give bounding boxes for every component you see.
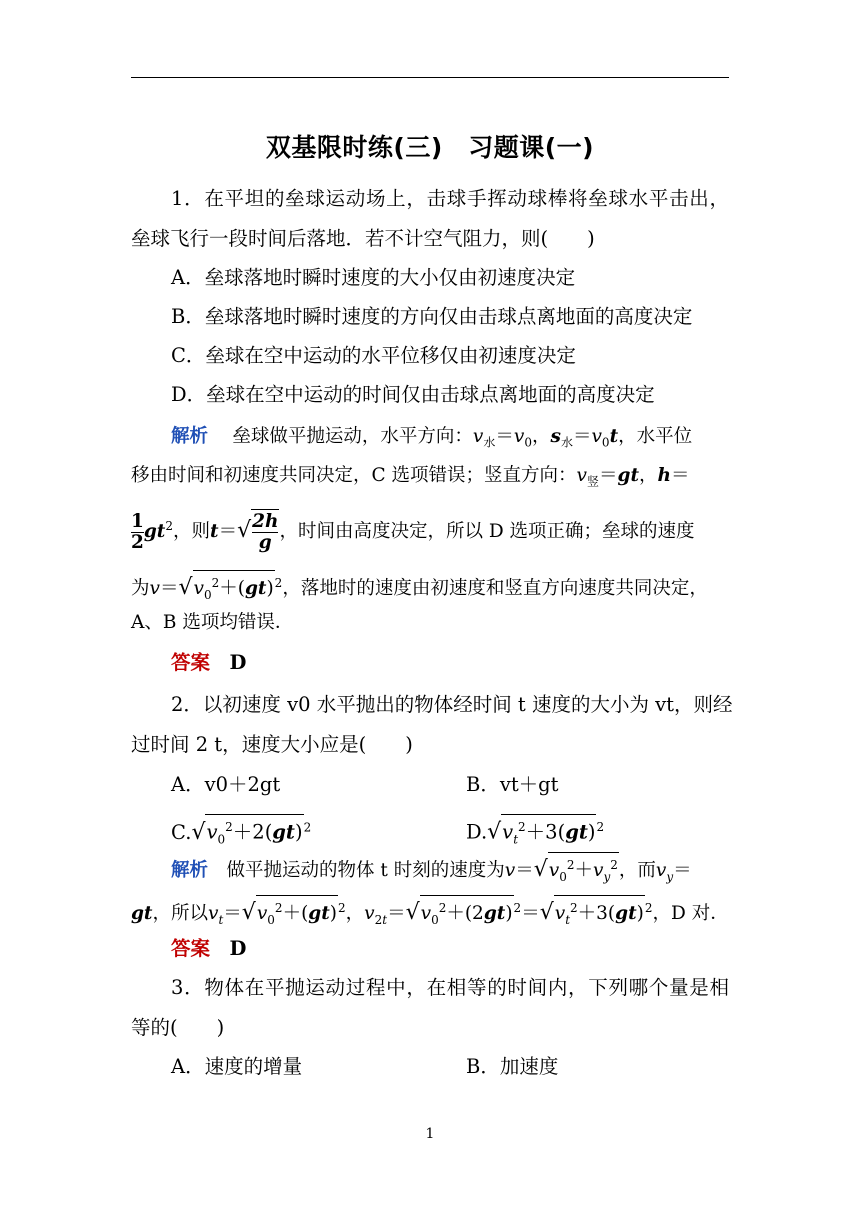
q2-analysis-label: 解析 [171,860,209,882]
q2-analysis-line2: gt，所以$v_t=√v_0^2+(gt)^2$，$v_{2t}=√v_0^2+(2gt)^2=√v_t^2+3(gt)^2$，D 对． [131,893,729,935]
q1-analysis-label: 解析 [171,426,209,447]
page-title: 双基限时练(三) 习题课(一) [265,133,595,162]
q1-answer-value: D [229,651,247,674]
page-number: 1 [425,1126,435,1142]
q1-analysis-text2: 移由时间和初速度共同决定，C 选项错误；竖直方向： [131,465,577,486]
q1-stem-line1: 1．在平坦的垒球运动场上，击球手挥动球棒将垒球水平击出， [171,187,729,210]
q3-options-row1 [171,1052,729,1082]
q2-answer-label: 答案 [171,937,211,960]
q2-stem-line1: 2．以初速度 v0 水平抛出的物体经时间 t 速度的大小为 vt，则经 [171,693,733,716]
q1-analysis-line4: 为$v=√v_0^2+(gt)^2$，落地时的速度由初速度和竖直方向速度共同决定， [131,568,729,607]
q1-analysis-line5: A、B 选项均错误． [131,612,294,633]
q3-stem-line2: 等的( ) [131,1016,225,1039]
q1-analysis-text4b: ，落地时的速度由初速度和竖直方向速度共同决定， [282,578,708,600]
q2-option-b: B．vt＋gt [466,773,559,796]
q1-analysis-text1: 垒球做平抛运动，水平方向： [232,426,473,447]
q2-option-c: $C.√v_0^2+2(gt)^2$ [171,821,311,844]
q1-analysis-text3b: ，时间由高度决定，所以 D 选项正确；垒球的速度 [279,521,695,543]
q1-analysis-tail1: ，水平位 [618,426,693,447]
fraction-half: $\frac{1}{2}$ [131,510,144,553]
q1-option-a: A．垒球落地时瞬时速度的大小仅由初速度决定 [171,266,576,289]
q2-analysis-line1: 解析 做平抛运动的物体 t 时刻的速度为$v=√v_0^2+v_y^2$，而$v_y=$ [171,852,729,892]
q1-option-b: B．垒球落地时瞬时速度的方向仅由击球点离地面的高度决定 [171,305,693,328]
q2-answer-row [171,934,729,964]
q3-stem-line1: 3．物体在平抛运动过程中，在相等的时间内，下列哪个量是相 [171,976,729,999]
q1-option-c: C．垒球在空中运动的水平位移仅由初速度决定 [171,344,576,367]
q3-option-a: A．速度的增量 [171,1055,303,1078]
q2-option-d: $D.√v_t^2+3(gt)^2$ [466,812,604,851]
header-rule [131,77,729,78]
q2-stem-line2: 过时间 2 t，速度大小应是( ) [131,733,413,756]
q1-analysis-text3a: ，则 [173,521,211,543]
q1-analysis-text4a: 为 [131,578,150,600]
fraction-2h-over-g: $\frac{2h}{g}$ [252,510,279,553]
q1-answer-row [171,648,729,678]
q1-stem-line2: 垒球飞行一段时间后落地．若不计空气阻力，则( ) [131,227,595,250]
q2-options-row1 [171,770,729,800]
q2-answer-value: D [229,937,247,960]
q1-analysis-line3: $\frac{1}{2}$ $gt^2$，则t＝√ $\frac{2h}{g}$ ，时间由高度决定，所以 D 选项正确；垒球的速度 [131,510,695,553]
q2-option-a: A．v0＋2gt [171,773,281,796]
q2-options-row2 [171,812,729,851]
q1-analysis-line2: 移由时间和初速度共同决定，C 选项错误；竖直方向：$v_竖=gt$，h＝ [131,465,690,489]
q3-option-b: B．加速度 [466,1055,559,1078]
q1-option-d: D．垒球在空中运动的时间仅由击球点离地面的高度决定 [171,383,655,406]
q1-analysis-line1: 解析 垒球做平抛运动，水平方向：$v_水=v_0$，$s_水=v_0t$，水平位 [171,426,693,450]
q1-answer-label: 答案 [171,651,211,674]
